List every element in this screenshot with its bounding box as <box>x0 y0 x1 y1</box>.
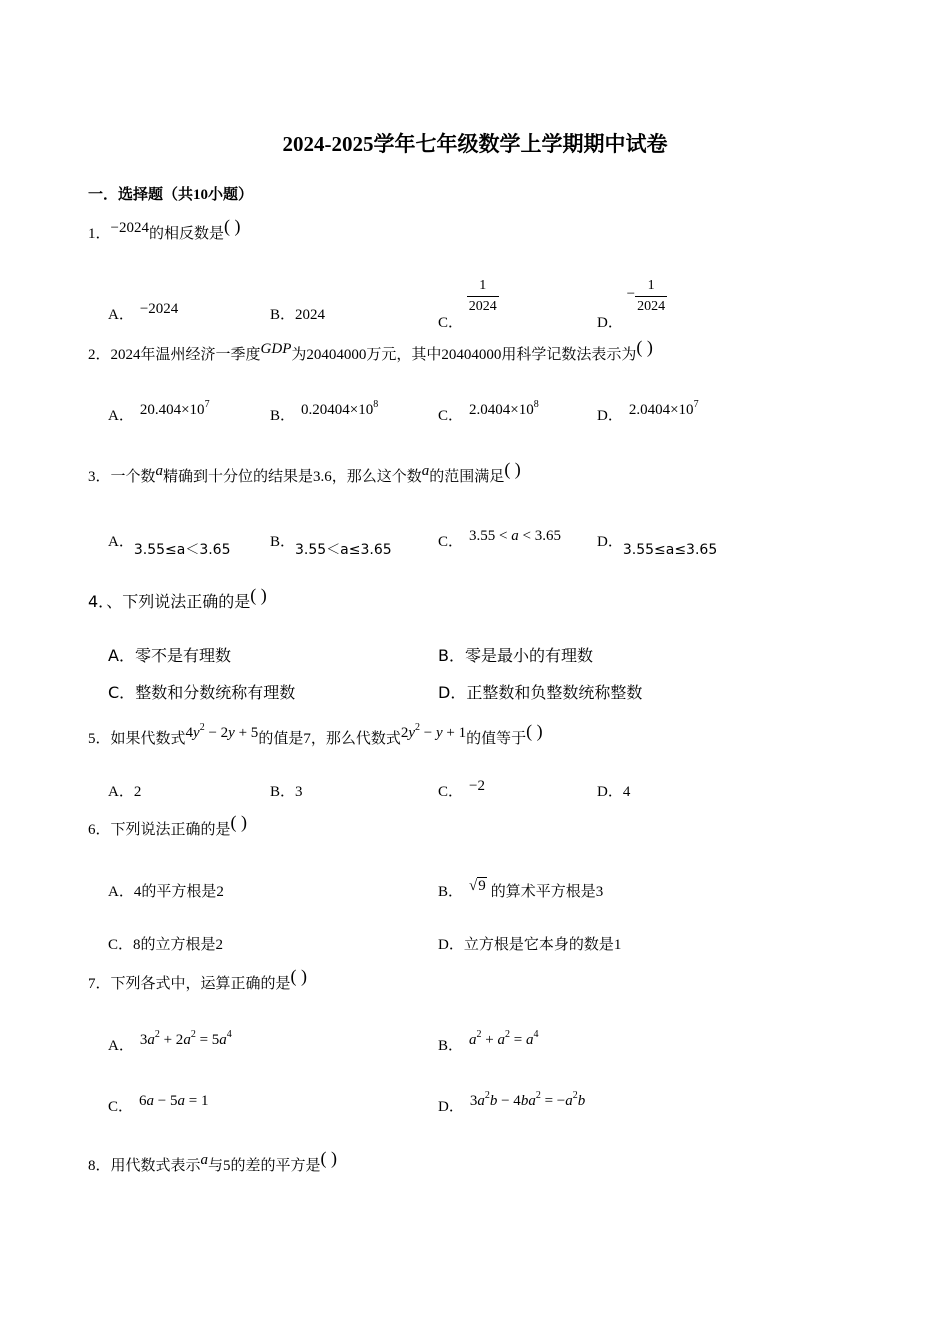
question-1 <box>88 216 241 243</box>
question-7 <box>88 966 308 993</box>
q6-option-b <box>438 880 603 901</box>
mantissa: 0.20404×10 <box>301 402 374 418</box>
question-3 <box>88 459 521 486</box>
q5-option-c <box>438 780 485 801</box>
option-value: 3 <box>295 784 303 800</box>
inequality-right: < 3.65 <box>522 528 561 544</box>
square-root: √9 <box>469 878 486 894</box>
question-number: 1． <box>88 226 111 242</box>
question-text: 下列说法正确的是 <box>110 822 231 838</box>
option-value <box>139 399 210 418</box>
option-value: 2 <box>133 784 142 800</box>
question-text: 一个数 <box>110 469 156 485</box>
answer-blank: ( ) <box>230 812 248 832</box>
option-label: C． <box>438 314 464 331</box>
q1-option-b <box>270 303 325 324</box>
q1-option-c <box>438 278 499 331</box>
question-number: 5． <box>88 731 111 747</box>
page-title: 2024-2025学年七年级数学上学期期中试卷 <box>282 132 668 156</box>
minus-sign: − <box>626 285 636 302</box>
q5-option-a <box>108 780 141 801</box>
option-value: 4的平方根是2 <box>133 884 224 900</box>
q2-option-c <box>438 399 539 425</box>
question-text: 与5的差的平方是 <box>208 1158 321 1174</box>
mantissa: 20.404×10 <box>139 402 205 418</box>
option-label: C． <box>438 534 464 550</box>
question-text: 如果代数式 <box>110 731 186 747</box>
question-text: 的范围满足 <box>429 469 505 485</box>
option-label: A． <box>108 307 134 323</box>
option-label: D． <box>438 937 464 953</box>
question-number: 7． <box>88 976 111 992</box>
option-value: 正整数和负整数统称整数 <box>466 683 643 702</box>
radicand: 9 <box>478 878 486 894</box>
question-number: 2． <box>88 347 111 363</box>
option-value: −2024 <box>139 301 179 317</box>
option-label: A． <box>108 408 134 424</box>
q4-option-d <box>438 680 642 703</box>
q7-option-c <box>108 1095 208 1116</box>
q7-option-a <box>108 1029 232 1055</box>
question-2 <box>88 337 653 364</box>
q2-option-d <box>597 399 699 425</box>
option-label: D． <box>438 683 467 702</box>
q6-option-d <box>438 933 621 954</box>
math-expression: −2024 <box>110 220 149 236</box>
option-label: B． <box>438 884 464 900</box>
question-text: 用代数式表示 <box>110 1158 201 1174</box>
option-value <box>469 528 561 544</box>
answer-blank: ( ) <box>224 216 241 236</box>
question-text: 精确到十分位的结果是3.6，那么这个数 <box>163 469 422 485</box>
question-text: 、下列说法正确的是 <box>106 592 251 611</box>
question-6 <box>88 812 248 839</box>
q1-option-a <box>108 303 178 324</box>
option-label: A． <box>108 534 134 550</box>
question-text: 为20404000万元，其中20404000用科学记数法表示为 <box>291 347 637 363</box>
answer-blank: ( ) <box>290 966 308 986</box>
answer-blank: ( ) <box>504 459 521 479</box>
option-label: C． <box>438 408 464 424</box>
option-label: D． <box>597 314 623 331</box>
numerator: 1 <box>635 278 667 297</box>
option-value: −2 <box>469 778 485 794</box>
q7-option-b <box>438 1029 539 1055</box>
math-expression: $a^2 + a^2 = a^4$ <box>469 1029 539 1048</box>
q3-option-a <box>108 530 231 558</box>
option-label: B． <box>270 307 296 323</box>
option-value <box>301 399 379 418</box>
math-expression: 6a − 5a = 1 <box>139 1093 209 1109</box>
math-expression: $4y^2 - 2y + 5$ <box>185 722 259 741</box>
q4-option-a <box>108 643 231 666</box>
option-label: A． <box>108 884 134 900</box>
exponent: 7 <box>204 399 210 410</box>
q5-option-d <box>597 780 630 801</box>
option-label: C． <box>108 1099 134 1115</box>
option-value: 8的立方根是2 <box>133 937 224 953</box>
q6-option-c <box>108 933 223 954</box>
numerator: 1 <box>467 278 499 297</box>
section-heading: 一．选择题（共10小题） <box>88 187 254 203</box>
option-label: B． <box>438 646 465 665</box>
option-value: 立方根是它本身的数是1 <box>463 937 622 953</box>
option-label: D． <box>597 408 623 424</box>
fraction <box>635 278 667 315</box>
option-label: C． <box>108 683 136 702</box>
q3-option-d <box>597 530 718 558</box>
q6-option-a <box>108 880 224 901</box>
option-label: A． <box>108 646 135 665</box>
question-number: 3． <box>88 469 111 485</box>
q3-option-c <box>438 530 561 551</box>
question-text: 的值等于 <box>466 731 527 747</box>
option-value: 零是最小的有理数 <box>464 646 593 665</box>
option-label: B． <box>270 784 296 800</box>
answer-blank: ( ) <box>320 1148 338 1168</box>
exponent: 8 <box>373 399 379 410</box>
question-text: 的值是7，那么代数式 <box>258 731 401 747</box>
inequality-left: 3.55 < <box>469 528 508 544</box>
option-value: 3.55≤a＜3.65 <box>133 542 231 558</box>
answer-blank: ( ) <box>636 337 653 357</box>
math-variable: a <box>511 528 519 544</box>
question-text: 的相反数是 <box>148 226 224 242</box>
option-label: B． <box>270 534 296 550</box>
option-value: 的算术平方根是3 <box>490 884 604 900</box>
option-label: B． <box>438 1038 464 1054</box>
option-label: C． <box>438 784 464 800</box>
math-variable: GDP <box>260 341 292 357</box>
denominator: 2024 <box>468 299 497 314</box>
question-text: 2024年温州经济一季度 <box>110 347 261 363</box>
question-8 <box>88 1148 338 1175</box>
denominator: 2024 <box>637 299 666 314</box>
q4-option-b <box>438 643 593 666</box>
option-value: 2024 <box>295 307 326 323</box>
math-variable: a <box>200 1152 209 1168</box>
option-value: 整数和分数统称有理数 <box>135 683 296 702</box>
question-5 <box>88 721 543 748</box>
option-value <box>469 399 539 418</box>
exponent: 8 <box>533 399 539 410</box>
q7-option-d <box>438 1090 586 1116</box>
math-expression: $2y^2 - y + 1$ <box>400 722 467 741</box>
question-number: 6． <box>88 822 111 838</box>
option-label: C． <box>108 937 134 953</box>
question-number: 4． <box>88 592 107 611</box>
option-label: D． <box>597 534 623 550</box>
math-variable: a <box>421 463 430 479</box>
mantissa: 2.0404×10 <box>469 402 534 418</box>
option-value: 3.55＜a≤3.65 <box>295 542 392 558</box>
exponent: 7 <box>693 399 699 410</box>
option-value: 3.55≤a≤3.65 <box>622 542 718 558</box>
math-expression: $3a^2 + 2a^2 = 5a^4$ <box>139 1029 232 1048</box>
answer-blank: ( ) <box>250 585 267 605</box>
option-value: 零不是有理数 <box>134 646 231 665</box>
q1-option-d <box>597 278 667 331</box>
option-label: A． <box>108 784 134 800</box>
math-variable: a <box>155 463 164 479</box>
answer-blank: ( ) <box>526 721 543 741</box>
q3-option-b <box>270 530 392 558</box>
option-value: 4 <box>622 784 631 800</box>
fraction <box>467 278 499 315</box>
option-label: D． <box>597 784 623 800</box>
option-label: A． <box>108 1038 134 1054</box>
mantissa: 2.0404×10 <box>628 402 694 418</box>
option-value <box>628 399 699 418</box>
q2-option-b <box>270 399 379 425</box>
q2-option-a <box>108 399 210 425</box>
math-expression: $3a^2b - 4ba^2 = -a^2b$ <box>469 1090 586 1109</box>
question-text: 下列各式中，运算正确的是 <box>110 976 291 992</box>
question-4 <box>88 585 267 612</box>
q5-option-b <box>270 780 303 801</box>
option-label: B． <box>270 408 296 424</box>
question-number: 8． <box>88 1158 111 1174</box>
q4-option-c <box>108 680 295 703</box>
option-label: D． <box>438 1099 464 1115</box>
